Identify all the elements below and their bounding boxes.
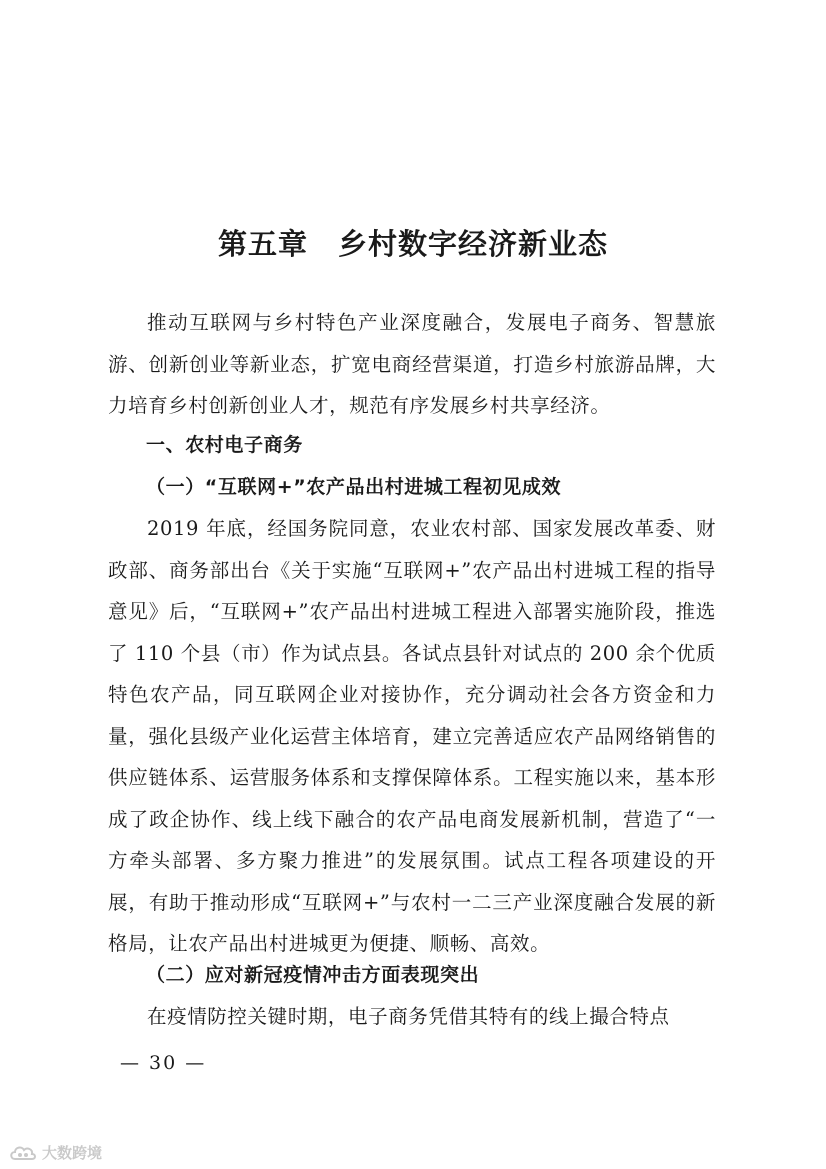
chapter-title: 第五章 乡村数字经济新业态: [217, 227, 608, 261]
body-text-block-2: [108, 508, 716, 965]
section-heading-block: [108, 425, 716, 467]
watermark: [8, 1142, 102, 1163]
subsection-heading: （二）应对新冠疫情冲击方面表现突出: [146, 964, 480, 986]
intro-paragraph: 推动互联网与乡村特色产业深度融合，发展电子商务、智慧旅游、创新创业等新业态，扩宽电商经营渠道，打造乡村旅游品牌，大力培育乡村创新创业人才，规范有序发展乡村共享经济。: [108, 311, 716, 417]
subsection-paragraph: 在疫情防控关键时期，电子商务凭借其特有的线上撮合特点: [147, 1005, 670, 1028]
subsection-heading-block-2: [108, 955, 716, 997]
subsection-heading-block-1: [108, 467, 716, 509]
section-heading: 一、农村电子商务: [146, 434, 303, 456]
cloud-logo-icon: [8, 1143, 38, 1163]
body-text-block-3: [108, 996, 716, 1038]
subsection-paragraph: 2019 年底，经国务院同意，农业农村部、国家发展改革委、财政部、商务部出台《关于实施“互联网+”农产品出村进城工程的指导意见》后，“互联网+”农产品出村进城工程进入部署实施阶段，推选了 110 个县（市）作为试点县。各试点县针对试点的 200 余个优质特色农产品，同互联网企业对接协作，充分调动社会各方资金和力量，强化县级产业化运营主体培育，建立完善适应农产品网络销售的供应链体系、运营服务体系和支撑保障体系。工程实施以来，基本形成了政企协作、线上线下融合的农产品电商发展新机制，营造了“一方牵头部署、多方聚力推进”的发展氛围。试点工程各项建设的开展，有助于推动形成“互联网+”与农村一二三产业深度融合发展的新格局，让农产品出村进城更为便捷、顺畅、高效。: [108, 517, 716, 955]
page-number: — 30 —: [120, 1052, 207, 1074]
watermark-text: 大数跨境: [42, 1144, 103, 1162]
body-text-block-1: [108, 302, 716, 427]
subsection-heading: （一）“互联网+”农产品出村进城工程初见成效: [146, 476, 562, 498]
